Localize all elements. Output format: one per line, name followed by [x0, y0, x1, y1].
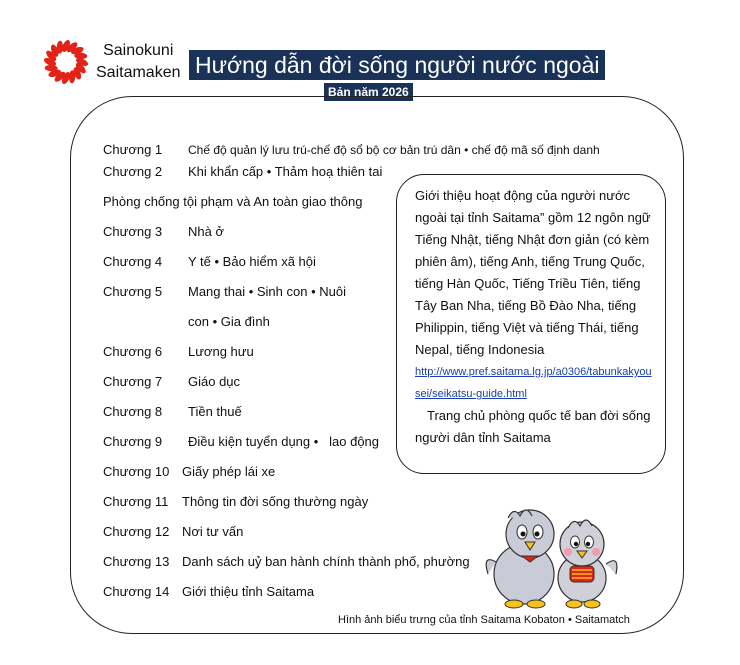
chapter-number: Chương 2: [103, 164, 163, 179]
kobaton-mascot: [486, 510, 554, 608]
chapter-number: Chương 13: [103, 554, 170, 569]
brand-line-1: Sainokuni: [103, 42, 174, 59]
chapter-number: Chương 8: [103, 404, 163, 419]
chapter-title: Khi khẩn cấp • Thảm hoạ thiên tai: [188, 164, 383, 179]
info-footer: Trang chủ phòng quốc tế ban đời sống người dân tỉnh Saitama: [415, 408, 651, 445]
brand-name: [96, 40, 181, 84]
chapter-number: Chương 9: [103, 434, 163, 449]
guide-link[interactable]: http://www.pref.saitama.lg.jp/a0306/tabunkakyousei/seikatsu-guide.html: [415, 366, 652, 400]
chapter-number: Chương 12: [103, 524, 170, 539]
brand-line-2: Saitamaken: [96, 64, 181, 81]
chapter-title: Giới thiệu tỉnh Saitama: [182, 584, 315, 599]
mascots-illustration: [478, 504, 628, 610]
saitama-emblem-icon: [42, 38, 90, 86]
chapter-number: Chương 6: [103, 344, 163, 359]
chapter-number: Chương 4: [103, 254, 163, 269]
chapter-title: Thông tin đời sống thường ngày: [182, 494, 369, 509]
page-title: Hướng dẫn đời sống người nước ngoài: [189, 50, 605, 80]
chapter-title: Chế độ quản lý lưu trú-chế độ sổ bộ cơ bản trú dân • chế độ mã số định danh: [188, 143, 600, 157]
chapter-title: Mang thai • Sinh con • Nuôi: [188, 284, 346, 299]
chapter-title: Giáo dục: [188, 374, 241, 389]
chapter-number: Chương 11: [103, 494, 169, 509]
chapter-number: Chương 1: [103, 142, 163, 157]
chapter-number: Chương 14: [103, 584, 170, 599]
edition-badge: Bản năm 2026: [324, 83, 413, 101]
chapter-title: Phòng chống tội phạm và An toàn giao thông: [103, 194, 363, 209]
chapter-number: Chương 7: [103, 374, 163, 389]
chapter-title: Điều kiện tuyển dụng • lao động: [188, 434, 380, 449]
chapter-title: Giấy phép lái xe: [182, 464, 276, 479]
chapter-number: Chương 3: [103, 224, 163, 239]
chapter-title: con • Gia đình: [188, 314, 270, 329]
chapter-number: Chương 5: [103, 284, 163, 299]
mascot-caption: Hình ảnh biểu trưng của tỉnh Saitama Kobaton • Saitamatch: [338, 614, 630, 626]
info-intro: Giới thiệu hoạt động của người nước ngoài tại tỉnh Saitama” gồm 12 ngôn ngữ: [415, 188, 651, 225]
chapter-title: Tiền thuế: [188, 404, 242, 419]
chapter-title: Y tế • Bảo hiểm xã hội: [188, 254, 316, 269]
chapter-number: Chương 10: [103, 464, 170, 479]
chapter-title: Lương hưu: [188, 344, 254, 359]
info-languages: Tiếng Nhật, tiếng Nhật đơn giản (có kèm phiên âm), tiếng Anh, tiếng Trung Quốc, tiếng Hàn Quốc, Tiếng Triều Tiên, tiếng Tây Ban Nha, tiếng Bồ Đào Nha, tiếng Philippin, tiếng Việt và tiếng Thái, tiếng Nepal, tiếng Indonesia: [415, 232, 650, 357]
chapter-title: Nhà ở: [188, 224, 224, 239]
saitamatch-mascot: [558, 520, 617, 608]
chapter-title: Danh sách uỷ ban hành chính thành phố, phường: [182, 554, 470, 569]
language-info-box: [396, 174, 666, 474]
chapter-title: Nơi tư vấn: [182, 524, 244, 539]
